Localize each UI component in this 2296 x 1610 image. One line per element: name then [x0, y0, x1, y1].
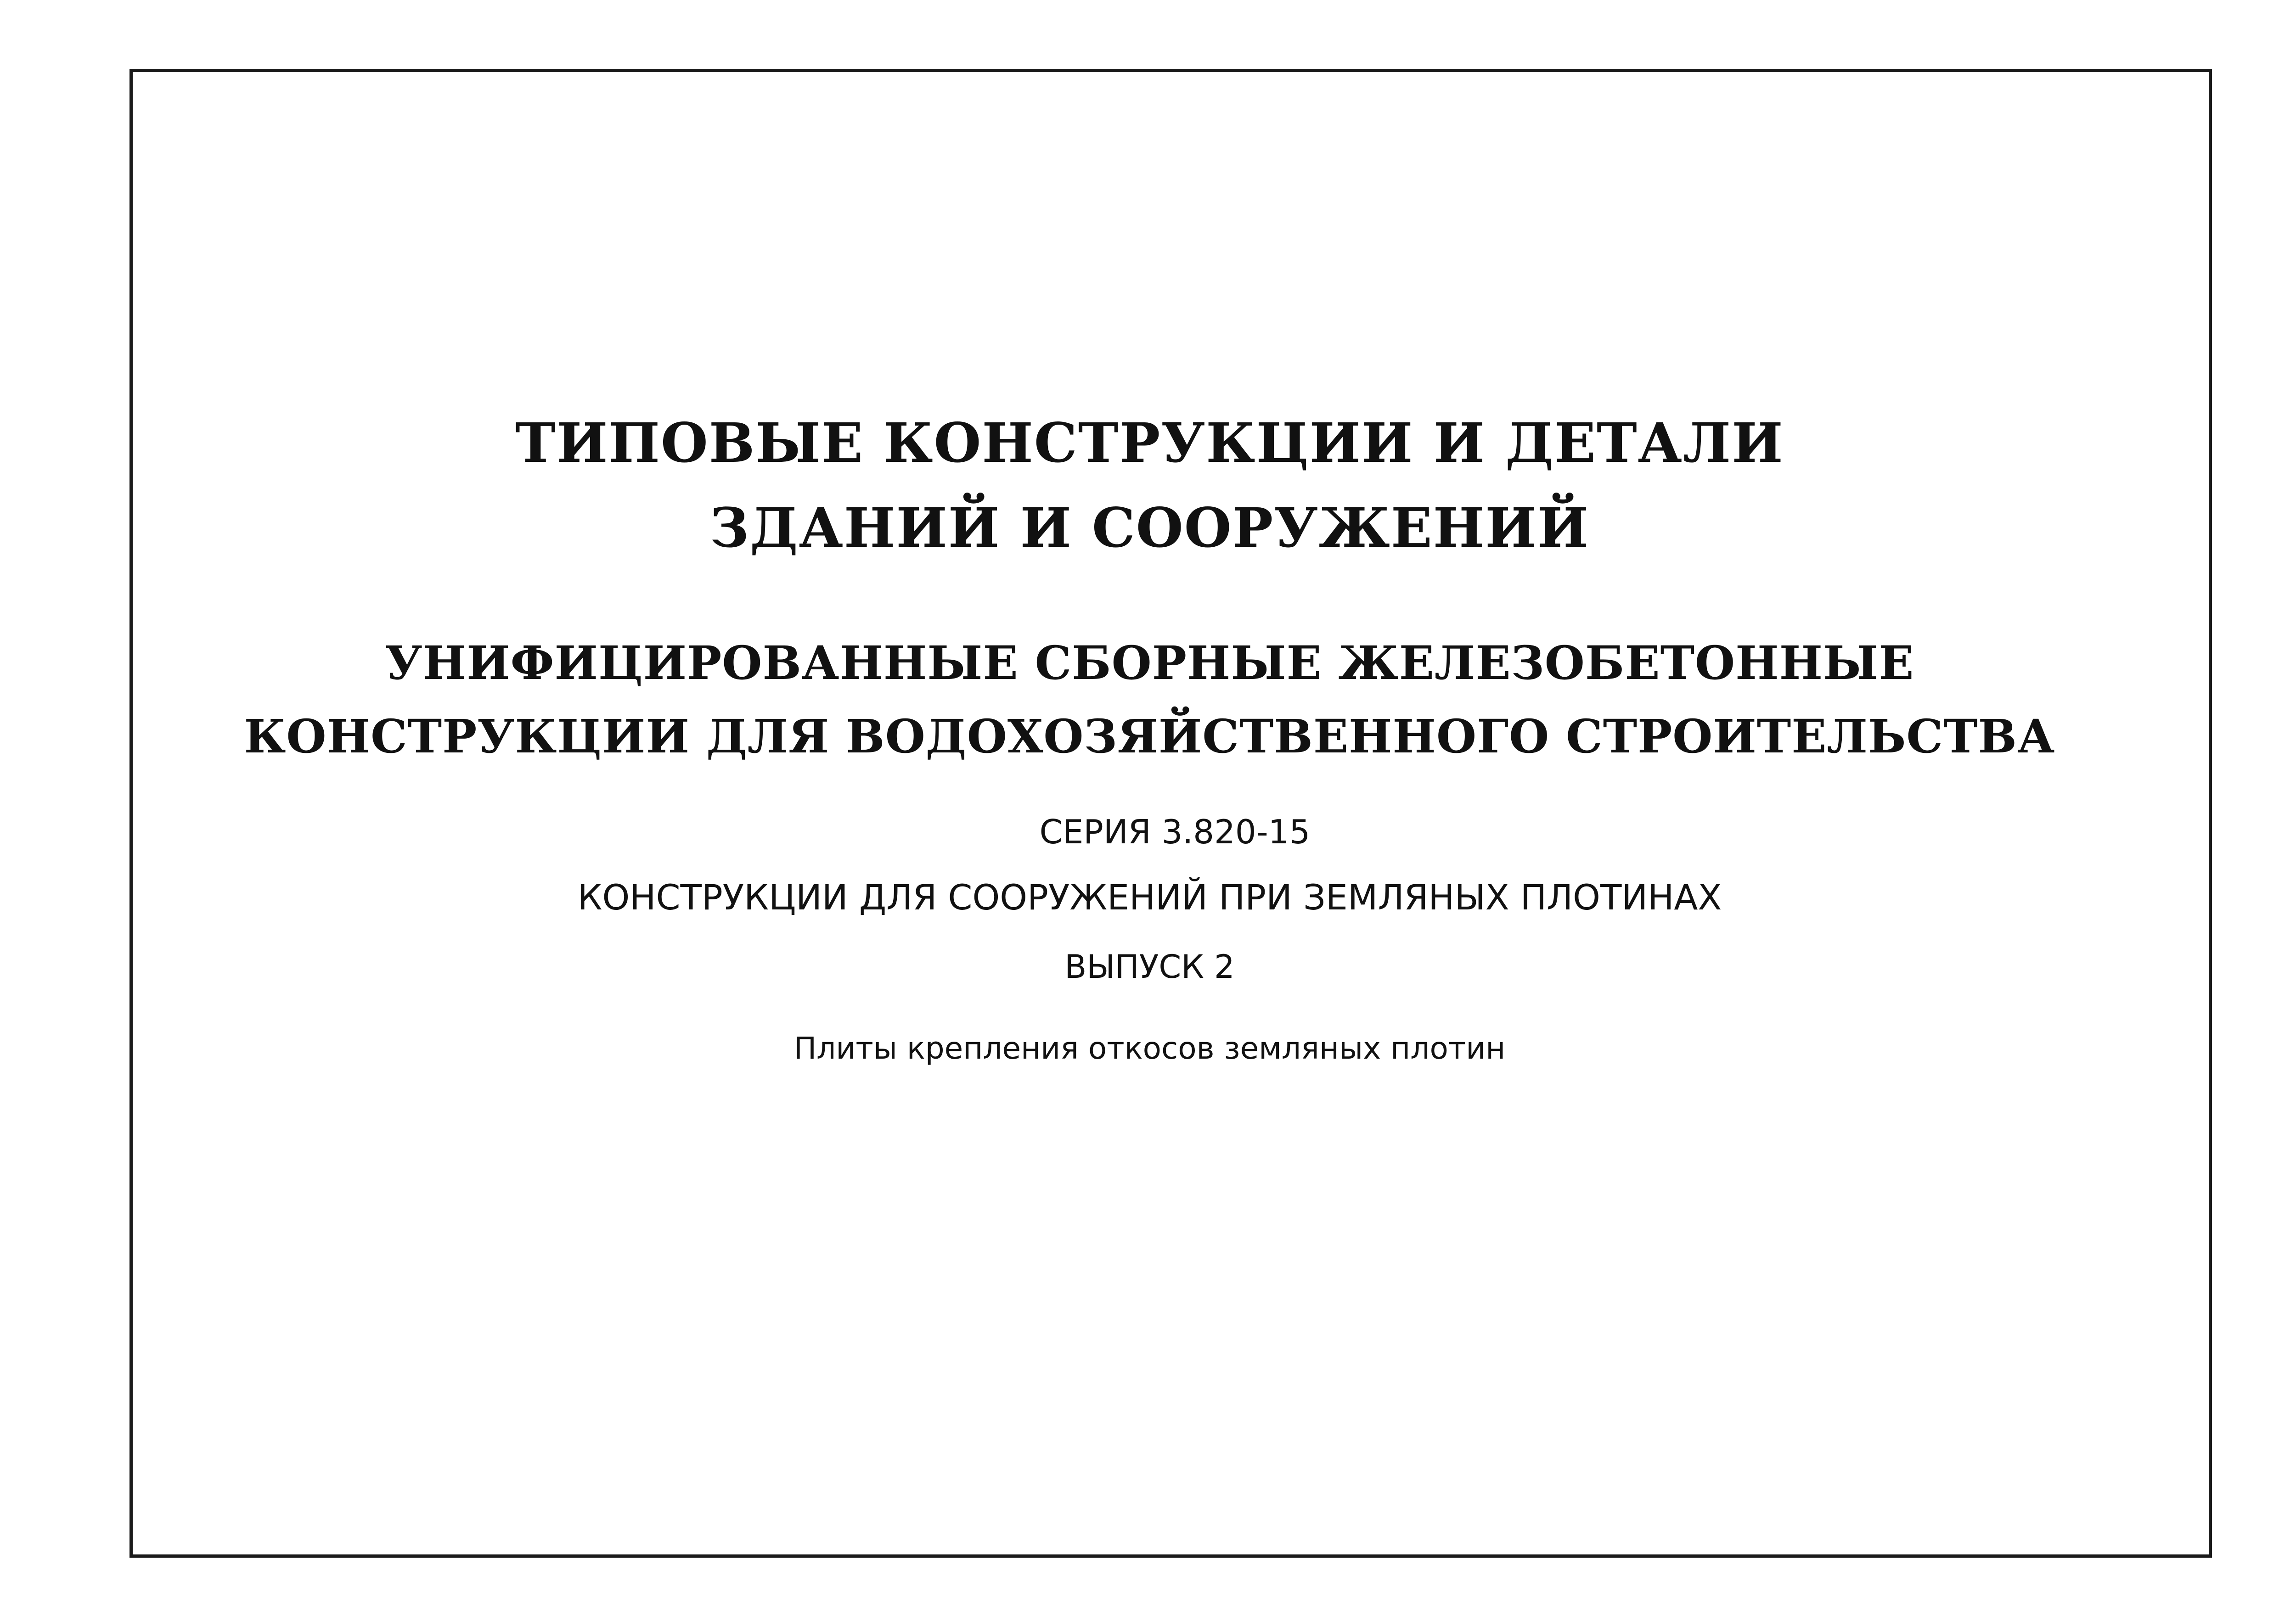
series-number: СЕРИЯ 3.820-15 — [1039, 813, 1311, 851]
main-title-line-1: ТИПОВЫЕ КОНСТРУКЦИИ И ДЕТАЛИ — [515, 411, 1784, 475]
main-title-line-2: ЗДАНИЙ И СООРУЖЕНИЙ — [709, 496, 1590, 560]
issue-description: Плиты крепления откосов земляных плотин — [793, 1031, 1506, 1066]
subtitle-line-2: КОНСТРУКЦИИ ДЛЯ ВОДОХОЗЯЙСТВЕННОГО СТРОИТЕЛЬСТВА — [244, 709, 2055, 763]
subtitle-line-1: УНИФИЦИРОВАННЫЕ СБОРНЫЕ ЖЕЛЕЗОБЕТОННЫЕ — [385, 636, 1914, 690]
section-title: КОНСТРУКЦИИ ДЛЯ СООРУЖЕНИЙ ПРИ ЗЕМЛЯНЫХ ПЛОТИНАХ — [577, 877, 1722, 918]
issue-number: ВЫПУСК 2 — [1064, 948, 1235, 986]
